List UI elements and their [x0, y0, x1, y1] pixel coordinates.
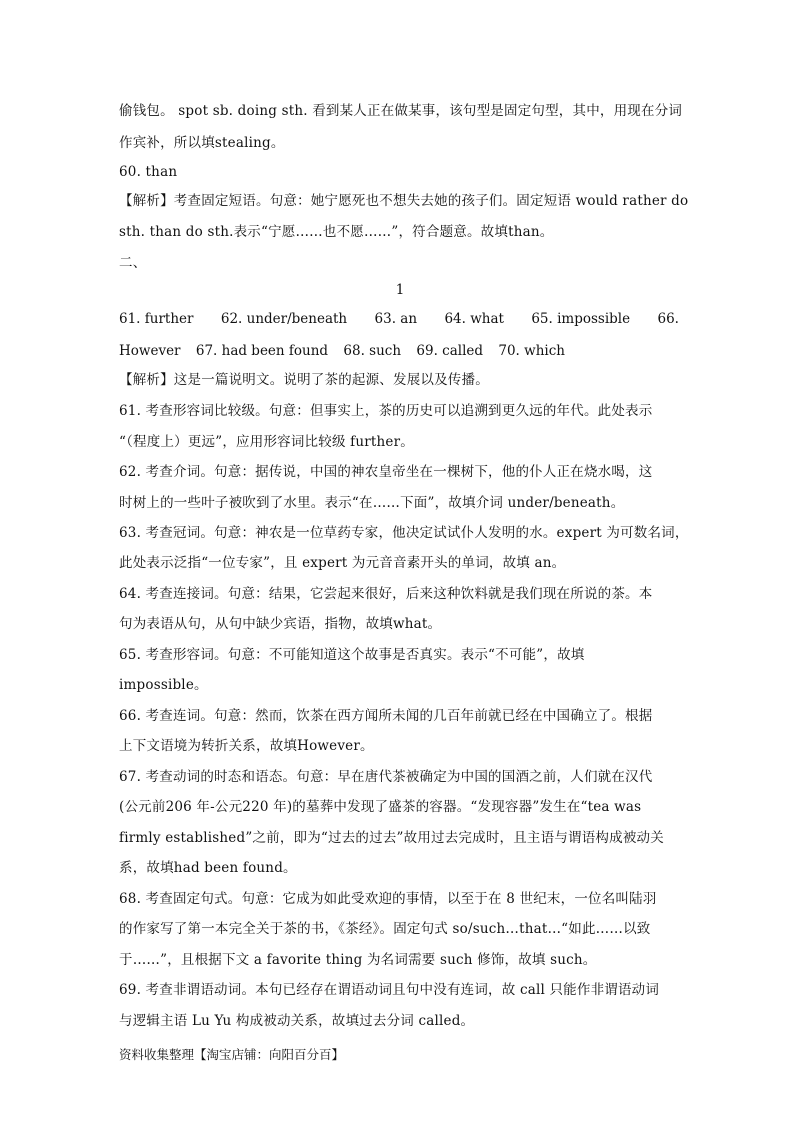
- text-line: firmly established”之前，即为“过去的过去”故用过去完成时，且主语与谓语构成被动关: [119, 830, 664, 846]
- text-line: 偷钱包。 spot sb. doing sth. 看到某人正在做某事，该句型是固定句型，其中，用现在分词: [119, 103, 683, 119]
- answer-row: [119, 342, 565, 360]
- answer-item: 66.: [657, 311, 679, 327]
- answer-item: 64. what: [444, 311, 504, 327]
- page-number: 1: [395, 282, 405, 298]
- answer-item: 61. further: [119, 311, 194, 327]
- text-line: 63. 考查冠词。句意：神农是一位草药专家，他决定试试仆人发明的水。expert 为可数名词，: [119, 525, 689, 541]
- text-line: 于……”，且根据下文 a favorite thing 为名词需要 such 修饰，故填 such。: [119, 952, 597, 968]
- text-line: 66. 考查连词。句意：然而，饮茶在西方闻所未闻的几百年前就已经在中国确立了。根据: [119, 708, 653, 724]
- answer-row: [119, 310, 679, 328]
- answer-item: 70. which: [498, 343, 565, 359]
- text-line: 作宾补，所以填stealing。: [119, 135, 285, 151]
- text-line: 62. 考查介词。句意：据传说，中国的神农皇帝坐在一棵树下，他的仆人正在烧水喝，这: [119, 464, 653, 480]
- answer-item: 67. had been found: [195, 343, 329, 359]
- answer-item: 63. an: [374, 311, 418, 327]
- text-line: 此处表示泛指“一位专家”，且 expert 为元音音素开头的单词，故填 an。: [119, 555, 566, 571]
- analysis-heading: 【解析】这是一篇说明文。说明了茶的起源、发展以及传播。: [119, 372, 489, 388]
- text-line: impossible。: [119, 677, 208, 693]
- text-line: 与逻辑主语 Lu Yu 构成被动关系，故填过去分词 called。: [119, 1013, 475, 1029]
- text-line: 时树上的一些叶子被吹到了水里。表示“在……下面”，故填介词 under/beneath。: [119, 495, 625, 511]
- answer-60: 60. than: [119, 164, 178, 180]
- text-line: 61. 考查形容词比较级。句意：但事实上，茶的历史可以追溯到更久远的年代。此处表示: [119, 403, 653, 419]
- text-line: 的作家写了第一本完全关于茶的书，《茶经》。固定句式 so/such…that…“如此……以致: [119, 921, 651, 937]
- answer-item: However: [119, 343, 181, 359]
- text-line: 64. 考查连接词。句意：结果，它尝起来很好，后来这种饮料就是我们现在所说的茶。本: [119, 586, 653, 602]
- answer-item: 62. under/beneath: [220, 311, 348, 327]
- text-line: 68. 考查固定句式。句意：它成为如此受欢迎的事情，以至于在 8 世纪末，一位名叫陆羽: [119, 891, 657, 907]
- text-line: 67. 考查动词的时态和语态。句意：早在唐代茶被确定为中国的国酒之前，人们就在汉代: [119, 769, 653, 785]
- text-line: (公元前206 年-公元220 年)的墓葬中发现了盛茶的容器。“发现容器”发生在“tea was: [119, 799, 642, 815]
- text-line: sth. than do sth.表示“宁愿……也不愿……”，符合题意。故填than。: [119, 224, 554, 240]
- text-line: 65. 考查形容词。句意：不可能知道这个故事是否真实。表示“不可能”，故填: [119, 647, 585, 663]
- text-line: “（程度上）更远”，应用形容词比较级 further。: [119, 434, 414, 450]
- answer-item: 68. such: [343, 343, 402, 359]
- text-line: 上下文语境为转折关系，故填However。: [119, 738, 374, 754]
- text-line: 系，故填had been found。: [119, 860, 297, 876]
- section-heading: 二、: [119, 255, 147, 271]
- answer-item: 65. impossible: [531, 311, 631, 327]
- text-line: 【解析】考查固定短语。句意：她宁愿死也不想失去她的孩子们。固定短语 would rather do: [119, 193, 689, 209]
- text-line: 句为表语从句，从句中缺少宾语，指物，故填what。: [119, 616, 442, 632]
- answer-item: 69. called: [416, 343, 484, 359]
- footer-source: 资料收集整理【淘宝店铺：向阳百分百】: [119, 1047, 345, 1062]
- text-line: 69. 考查非谓语动词。本句已经存在谓语动词且句中没有连词，故 call 只能作非谓语动词: [119, 982, 660, 998]
